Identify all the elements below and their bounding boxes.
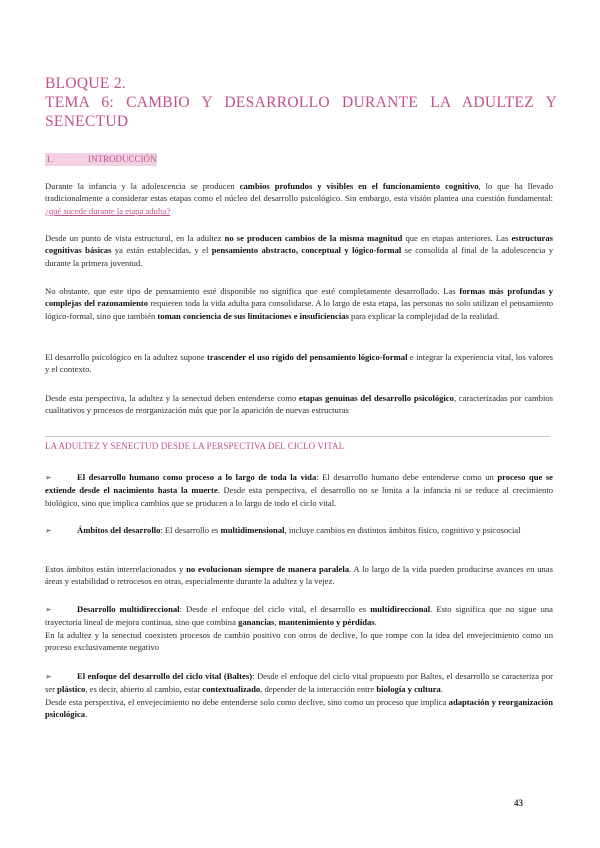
- intro-paragraph-1: Durante la infancia y la adolescencia se producen cambios profundos y visibles en el funcionamiento cognitivo, lo que ha llevado tradicionalmente a considerar estas etapas como el núcleo del desarrollo psicológico. Sin embargo, esta visión plantea una cuestión fundamental: ¿qué sucede durante la etapa adulta?: [45, 181, 553, 216]
- section-divider: [45, 436, 550, 437]
- intro-paragraph-3: No obstante, que este tipo de pensamiento esté disponible no significa que esté completamente desarrollado. Las formas más profundas y complejas del razonamiento requieren toda la vida adulta para consolidarse. A lo largo de esta etapa, las personas no solo utilizan el pensamiento lógico-formal, sino que también toman conciencia de sus limitaciones e insuficiencias para explicar la complejidad de la realidad.: [45, 286, 553, 321]
- title-line-topic-end: SENECTUD: [45, 113, 129, 130]
- bullet-multidireccional: ➢ Desarrollo multidireccional: Desde el enfoque del ciclo vital, el desarrollo es multidireccional. Esto significa que no sigue una trayectoria lineal de mejora continua, sino que combina ganancias, mantenimiento y pérdidas. En la adultez y la senectud coexisten procesos de cambio positivo con otros de declive, lo que rompe con la idea del envejecimiento como un proceso exclusivamente negativo: [45, 604, 553, 653]
- section-label: INTRODUCCIÓN: [88, 154, 157, 164]
- arrow-bullet-icon: ➢: [45, 672, 52, 681]
- intro-paragraph-4: El desarrollo psicológico en la adultez supone trascender el uso rígido del pensamiento lógico-formal e integrar la experiencia vital, los valores y el contexto.: [45, 352, 553, 375]
- page-title: [45, 74, 557, 131]
- section-heading-introduccion: [45, 153, 157, 166]
- arrow-bullet-icon: ➢: [45, 605, 52, 614]
- intro-paragraph-2: Desde un punto de vista estructural, en la adultez no se producen cambios de la misma magnitud que en etapas anteriores. Las estructuras cognitivas básicas ya están establecidas, y el pensamiento abstracto, conceptual y lógico-formal se consolida al final de la adolescencia y durante la primera juventud.: [45, 233, 553, 268]
- arrow-bullet-icon: ➢: [45, 473, 52, 482]
- bullet-desarrollo-humano: ➢ El desarrollo humano como proceso a lo largo de toda la vida: El desarrollo humano debe entenderse como un proceso que se extiende desde el nacimiento hasta la muerte. Desde esta perspectiva, el desarrollo no se limita a la infancia ni se reduce al crecimiento biológico, sino que implica cambios que se producen a lo largo de todo el ciclo vital.: [45, 472, 553, 508]
- page-number: 43: [514, 798, 523, 808]
- title-line-block: BLOQUE 2.: [45, 75, 127, 92]
- bullet-ambitos: ➢ Ámbitos del desarrollo: El desarrollo es multidimensional, incluye cambios en distintos ámbitos físico, cognitivo y psicosocial: [45, 524, 553, 537]
- section-heading-ciclo-vital: LA ADULTEZ Y SENECTUD DESDE LA PERSPECTIVA DEL CICLO VITAL: [45, 441, 345, 451]
- bullet-enfoque-baltes: ➢ El enfoque del desarrollo del ciclo vital (Baltes): Desde el enfoque del ciclo vital propuesto por Baltes, el desarrollo se caracteriza por ser plástico, es decir, abierto al cambio, estar contextualizado, depender de la interacción entre biología y cultura. Desde esta perspectiva, el envejecimiento no debe entenderse solo como declive, sino como un proceso que implica adaptación y reorganización psicológica.: [45, 671, 553, 720]
- paragraph-ambitos-detail: Estos ámbitos están interrelacionados y no evolucionan siempre de manera paralela. A lo largo de la vida pueden producirse avances en unas áreas y estabilidad o retrocesos en otras, especialmente durante la adultez y la vejez.: [45, 564, 553, 587]
- highlight-question: ¿qué sucede durante la etapa adulta?: [45, 205, 171, 216]
- section-number: 1.: [46, 154, 53, 164]
- arrow-bullet-icon: ➢: [45, 526, 52, 535]
- title-line-topic: TEMA 6: CAMBIO Y DESARROLLO DURANTE LA ADULTEZ Y: [45, 94, 557, 111]
- intro-paragraph-5: Desde esta perspectiva, la adultez y la senectud deben entenderse como etapas genuinas del desarrollo psicológico, caracterizadas por cambios cualitativos y procesos de reorganización más que por la aparición de nuevas estructuras: [45, 393, 554, 416]
